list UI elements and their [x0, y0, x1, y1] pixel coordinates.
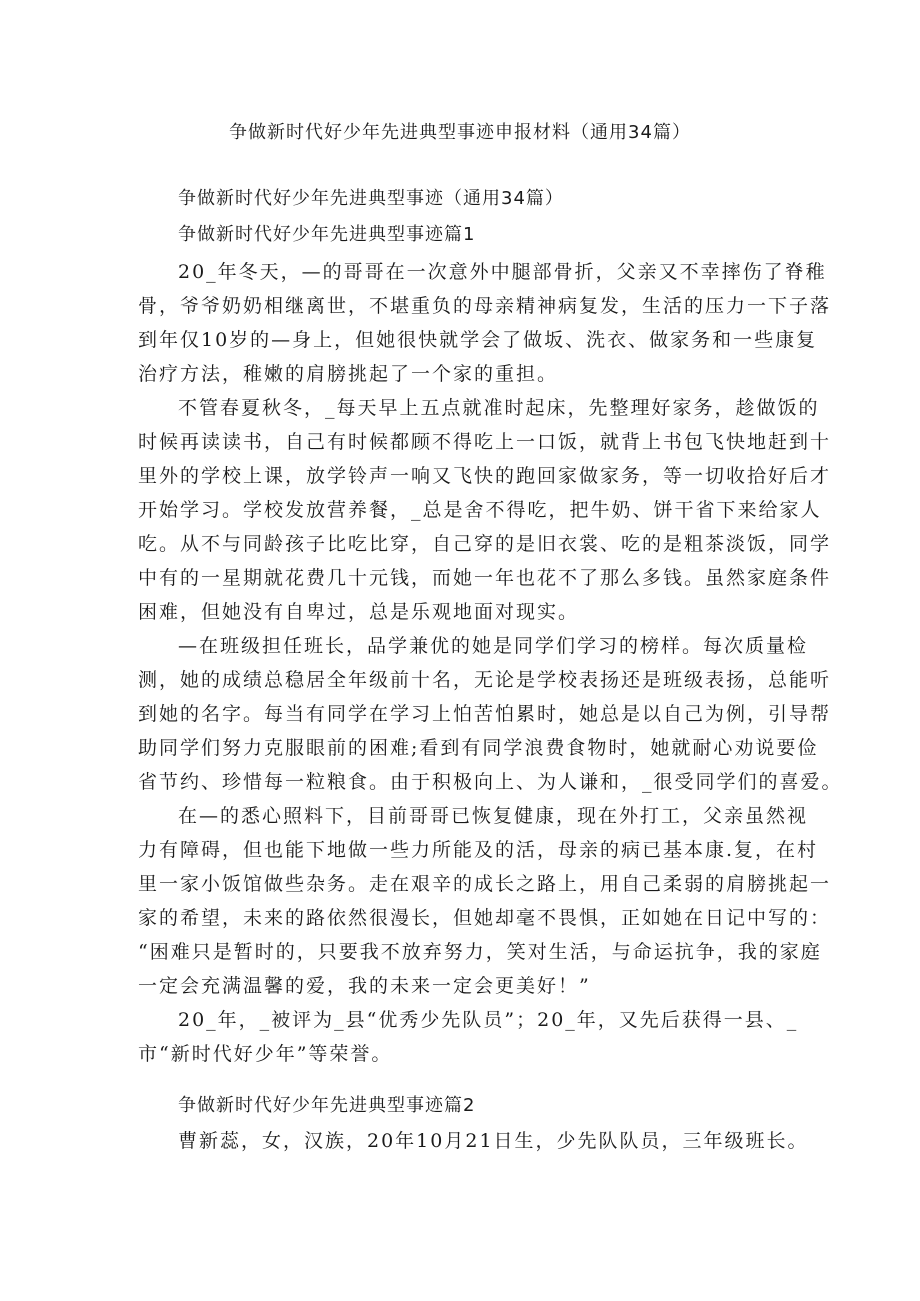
section-2-heading: 争做新时代好少年先进典型事迹篇2 [178, 1095, 476, 1116]
document-subtitle: 争做新时代好少年先进典型事迹（通用34篇） [178, 188, 564, 209]
paragraph-line: 在—的悉心照料下，目前哥哥已恢复健康，现在外打工，父亲虽然视 [178, 805, 809, 827]
paragraph-line: 骨，爷爷奶奶相继离世，不堪重负的母亲精神病复发，生活的压力一下子落 [138, 295, 832, 317]
paragraph-line: 不管春夏秋冬，_每天早上五点就准时起床，先整理好家务，趁做饭的 [178, 397, 820, 419]
paragraph-line: 20_年冬天，—的哥哥在一次意外中腿部骨折，父亲又不幸摔伤了脊稚 [178, 261, 827, 283]
paragraph-line: 助同学们努力克服眼前的困难;看到有同学浪费食物时，她就耐心劝说要俭 [138, 737, 819, 759]
paragraph-line: 中有的一星期就花费几十元钱，而她一年也花不了那么多钱。虽然家庭条件 [138, 567, 832, 589]
paragraph-line: 家的希望，未来的路依然很漫长，但她却毫不畏惧，正如她在日记中写的： [138, 907, 832, 929]
paragraph-line: —在班级担任班长，品学兼优的她是同学们学习的榜样。每次质量检 [178, 635, 809, 657]
document-title: 争做新时代好少年先进典型事迹申报材料（通用34篇） [229, 122, 691, 143]
paragraph-line: 测，她的成绩总稳居全年级前十名，无论是学校表扬还是班级表扬，总能听 [138, 669, 832, 691]
paragraph-line: 省节约、珍惜每一粒粮食。由于积极向上、为人谦和，_很受同学们的喜爱。 [138, 771, 843, 793]
paragraph-line: 力有障碍，但也能下地做一些力所能及的活，母亲的病已基本康.复，在村 [138, 839, 819, 861]
paragraph-line: 到年仅10岁的—身上，但她很快就学会了做坂、洗衣、做家务和一些康复 [138, 329, 818, 351]
paragraph-line: 里一家小饭馆做些杂务。走在艰辛的成长之路上，用自己柔弱的肩膀挑起一 [138, 873, 832, 895]
paragraph-line: 市“新时代好少年”等荣誉。 [138, 1043, 393, 1065]
paragraph-line: 一定会充满温馨的爱，我的未来一定会更美好！” [138, 975, 591, 997]
paragraph-line: 20_年，_被评为_县“优秀少先队员”；20_年，又先后获得一县、_ [178, 1009, 799, 1031]
paragraph-line: 吃。从不与同龄孩子比吃比穿，自己穿的是旧衣裳、吃的是粗茶淡饭，同学 [138, 533, 832, 555]
paragraph-line: 时候再读读书，自己有时候都顾不得吃上一口饭，就背上书包飞快地赶到十 [138, 431, 832, 453]
section-1-heading: 争做新时代好少年先进典型事迹篇1 [178, 224, 476, 245]
paragraph-line: 困难，但她没有自卑过，总是乐观地面对现实。 [138, 601, 580, 623]
paragraph-line: 开始学习。学校发放营养餐，_总是舍不得吃，把牛奶、饼干省下来给家人 [138, 499, 822, 521]
paragraph-line: 治疗方法，稚嫩的肩膀挑起了一个家的重担。 [138, 363, 559, 385]
paragraph-line: 里外的学校上课，放学铃声一响又飞快的跑回家做家务，等一切收拾好后才 [138, 465, 832, 487]
paragraph-line: “困难只是暂时的，只要我不放弃努力，笑对生活，与命运抗争，我的家庭 [138, 941, 822, 963]
paragraph-line: 曹新蕊，女，汉族，20年10月21日生，少先队队员，三年级班长。 [178, 1130, 809, 1152]
paragraph-line: 到她的名字。每当有同学在学习上怕苦怕累时，她总是以自己为例，引导帮 [138, 703, 832, 725]
